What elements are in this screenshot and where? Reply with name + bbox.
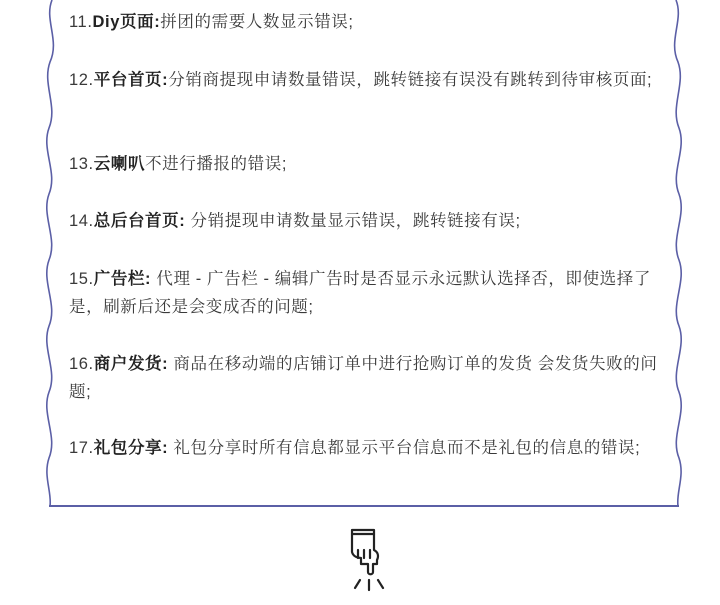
item-number: 11. <box>69 13 93 31</box>
list-item <box>69 350 664 406</box>
item-title: 云喇叭 <box>93 155 146 173</box>
item-text: 代理 - 广告栏 - 编辑广告时是否显示永远默认选择否，即使选择了是，刷新后还是会变成否的问题; <box>69 270 651 316</box>
item-number: 16. <box>69 355 94 373</box>
list-item <box>69 66 664 94</box>
list-item <box>69 265 664 321</box>
item-number: 15. <box>69 270 94 288</box>
item-number: 17. <box>69 439 94 457</box>
item-title: 总后台首页: <box>93 212 186 230</box>
item-text: 商品在移动端的店铺订单中进行抢购订单的发货 会发货失败的问题; <box>69 355 658 401</box>
item-text: 分销提现申请数量显示错误，跳转链接有误; <box>185 212 521 230</box>
item-number: 13. <box>69 155 94 173</box>
list-item <box>69 8 664 36</box>
item-text: 礼包分享时所有信息都显示平台信息而不是礼包的信息的错误; <box>168 439 641 457</box>
item-title: 平台首页: <box>93 71 169 89</box>
item-text: 不进行播报的错误; <box>145 155 288 173</box>
pointing-hand-down-icon <box>340 528 390 594</box>
item-text: 拼团的需要人数显示错误; <box>160 13 354 31</box>
item-number: 14. <box>69 212 94 230</box>
item-text: 分销商提现申请数量错误，跳转链接有误没有跳转到待审核页面; <box>168 71 653 89</box>
list-item <box>69 207 664 235</box>
item-title: 广告栏: <box>93 270 152 288</box>
item-title: Diy页面: <box>92 13 161 31</box>
list-item <box>69 150 664 178</box>
item-title: 商户发货: <box>93 355 169 373</box>
item-title: 礼包分享: <box>93 439 169 457</box>
item-number: 12. <box>69 71 94 89</box>
list-item <box>69 434 664 462</box>
